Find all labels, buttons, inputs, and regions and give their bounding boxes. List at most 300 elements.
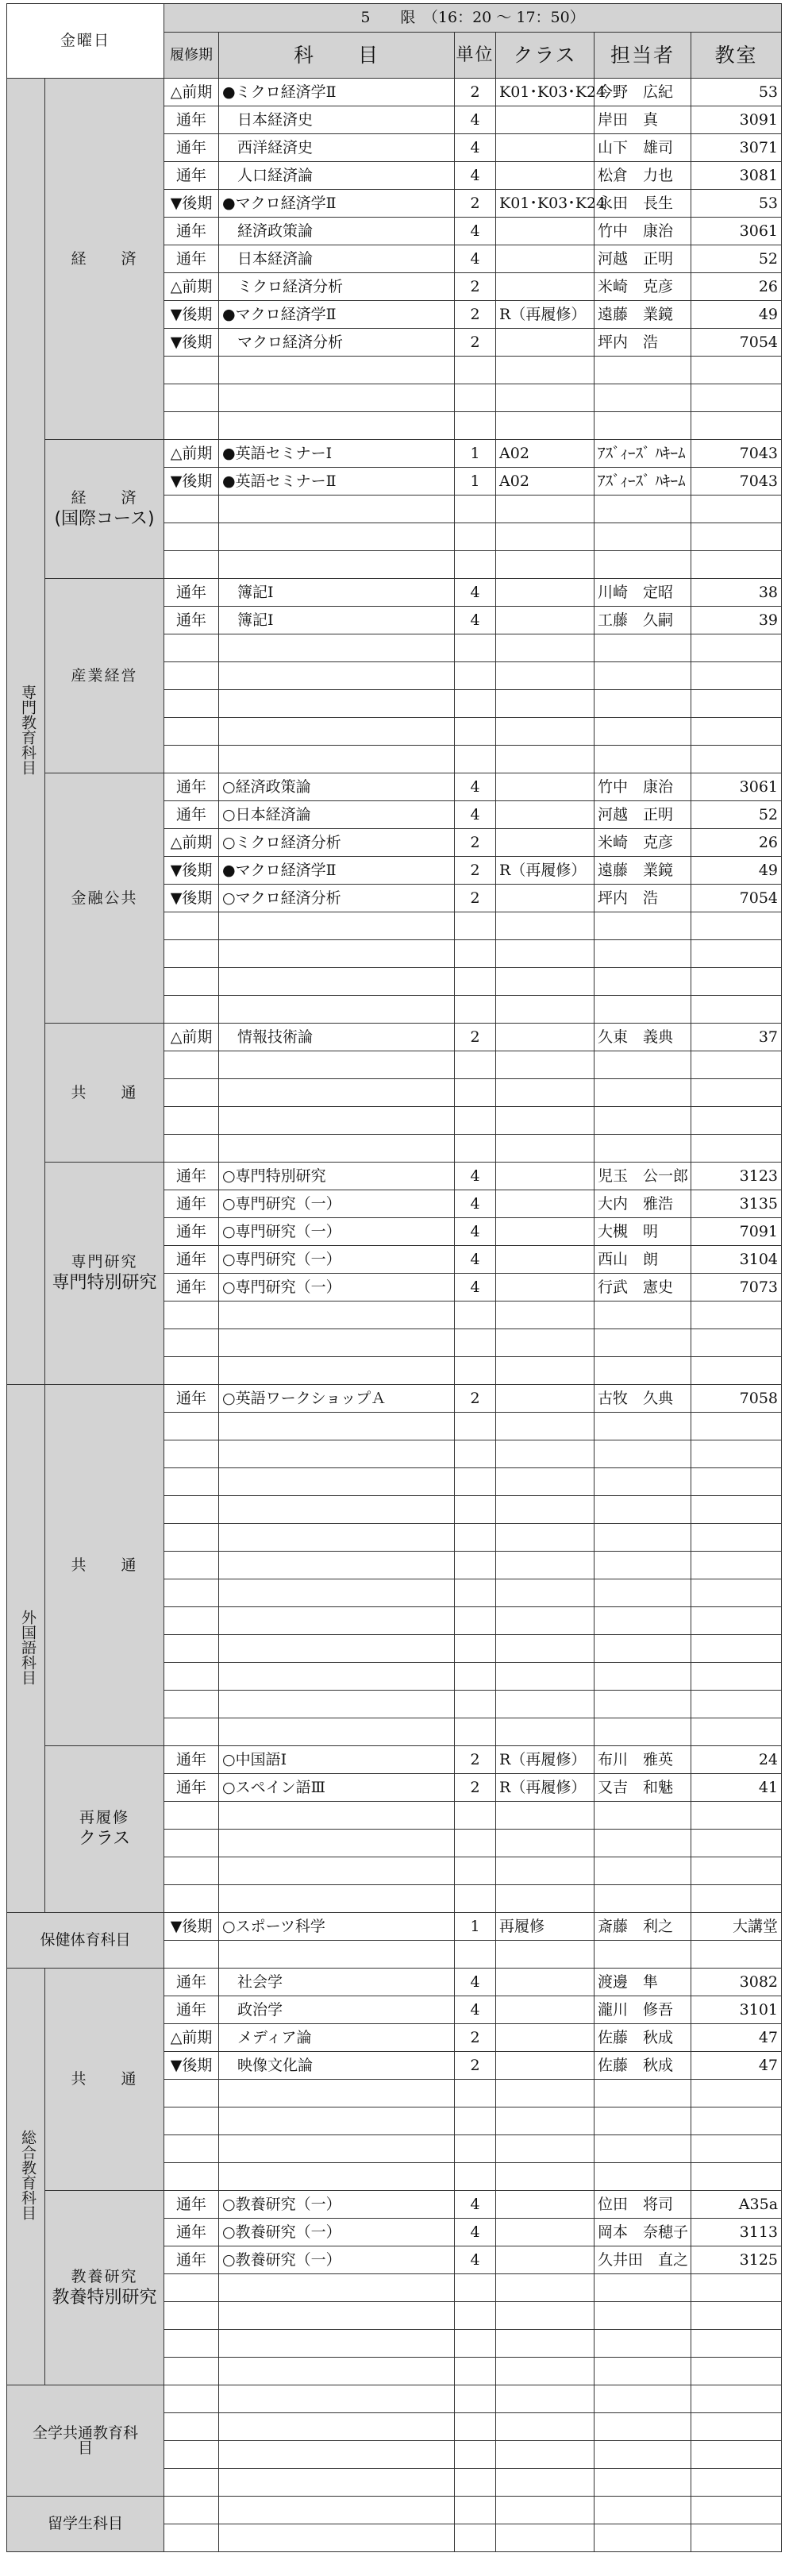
room-cell xyxy=(691,2163,782,2191)
class-cell: K01･K03･K24 xyxy=(496,190,595,218)
teacher-cell: 川崎 定昭 xyxy=(595,579,691,607)
credit-cell xyxy=(455,496,496,523)
group-cell xyxy=(45,1163,164,1385)
teacher-cell: 又吉 和魅 xyxy=(595,1774,691,1802)
credit-cell: 2 xyxy=(455,2024,496,2052)
class-cell xyxy=(496,718,595,746)
table-row xyxy=(7,1969,782,1996)
class-cell xyxy=(496,2358,595,2385)
room-cell: 47 xyxy=(691,2024,782,2052)
table-row xyxy=(7,1913,782,1941)
class-cell xyxy=(496,2246,595,2274)
credit-cell: 2 xyxy=(455,1774,496,1802)
term-cell xyxy=(164,2441,219,2469)
subject-cell xyxy=(219,634,455,662)
room-cell xyxy=(691,2080,782,2107)
group-label: 産業経営 xyxy=(71,666,138,684)
teacher-cell: 布川 雅英 xyxy=(595,1746,691,1774)
room-cell: 3061 xyxy=(691,773,782,801)
room-cell xyxy=(691,412,782,440)
teacher-cell xyxy=(595,1718,691,1746)
teacher-cell xyxy=(595,968,691,996)
subject-cell: ○教養研究（一） xyxy=(219,2246,455,2274)
class-cell xyxy=(496,2191,595,2219)
credit-cell: 4 xyxy=(455,773,496,801)
teacher-cell xyxy=(595,1107,691,1135)
blank-row xyxy=(7,2497,782,2524)
room-cell xyxy=(691,1607,782,1635)
class-cell xyxy=(496,1996,595,2024)
class-cell: R（再履修） xyxy=(496,301,595,329)
class-cell xyxy=(496,412,595,440)
category-label: 留学生科目 xyxy=(48,2515,124,2532)
credit-cell: 1 xyxy=(455,440,496,468)
room-cell xyxy=(691,496,782,523)
teacher-cell: 久東 義典 xyxy=(595,1024,691,1051)
room-cell: 3123 xyxy=(691,1163,782,1190)
subject-cell xyxy=(219,1663,455,1691)
subject-cell xyxy=(219,551,455,579)
subject-cell: ○専門特別研究 xyxy=(219,1163,455,1190)
category-label: 全学共通教育科目 xyxy=(32,2424,138,2457)
credit-cell xyxy=(455,1329,496,1357)
room-cell xyxy=(691,1107,782,1135)
credit-cell xyxy=(455,2469,496,2497)
room-cell xyxy=(691,996,782,1024)
subject-cell xyxy=(219,496,455,523)
class-cell xyxy=(496,940,595,968)
teacher-cell xyxy=(595,634,691,662)
teacher-cell xyxy=(595,384,691,412)
term-cell xyxy=(164,1079,219,1107)
group-label: 共 通 xyxy=(71,1083,138,1101)
credit-cell: 4 xyxy=(455,1969,496,1996)
subject-cell xyxy=(219,2135,455,2163)
term-cell: 通年 xyxy=(164,218,219,245)
teacher-cell xyxy=(595,912,691,940)
term-cell xyxy=(164,2524,219,2552)
credit-cell xyxy=(455,2302,496,2330)
credit-cell: 2 xyxy=(455,2052,496,2080)
credit-cell xyxy=(455,1663,496,1691)
credit-cell xyxy=(455,412,496,440)
class-cell xyxy=(496,801,595,829)
room-cell: 49 xyxy=(691,857,782,885)
term-cell: ▼後期 xyxy=(164,468,219,496)
subject-cell: 西洋経済史 xyxy=(219,134,455,162)
room-cell xyxy=(691,1579,782,1607)
subject-cell xyxy=(219,1691,455,1718)
credit-cell xyxy=(455,2441,496,2469)
credit-cell xyxy=(455,2413,496,2441)
timetable xyxy=(6,3,782,2552)
table-row xyxy=(7,1024,782,1051)
credit-cell xyxy=(455,1885,496,1913)
credit-cell xyxy=(455,1552,496,1579)
class-cell xyxy=(496,2052,595,2080)
subject-cell xyxy=(219,1440,455,1468)
group-sublabel: クラス xyxy=(78,1829,131,1849)
term-cell: 通年 xyxy=(164,245,219,273)
col-teacher: 担当者 xyxy=(595,33,691,79)
credit-cell xyxy=(455,996,496,1024)
subject-cell: ○経済政策論 xyxy=(219,773,455,801)
subject-cell: ●英語セミナーⅡ xyxy=(219,468,455,496)
class-cell xyxy=(496,2497,595,2524)
term-cell: 通年 xyxy=(164,801,219,829)
credit-cell xyxy=(455,523,496,551)
credit-cell xyxy=(455,1468,496,1496)
class-cell xyxy=(496,496,595,523)
credit-cell xyxy=(455,1051,496,1079)
credit-cell: 4 xyxy=(455,245,496,273)
teacher-cell xyxy=(595,1857,691,1885)
class-cell xyxy=(496,2330,595,2358)
credit-cell xyxy=(455,968,496,996)
term-cell xyxy=(164,551,219,579)
subject-cell xyxy=(219,690,455,718)
subject-cell xyxy=(219,912,455,940)
teacher-cell xyxy=(595,1830,691,1857)
col-subject: 科 目 xyxy=(219,33,455,79)
credit-cell xyxy=(455,1301,496,1329)
room-cell xyxy=(691,523,782,551)
term-cell xyxy=(164,968,219,996)
room-cell: 24 xyxy=(691,1746,782,1774)
class-cell xyxy=(496,996,595,1024)
subject-cell: ミクロ経済分析 xyxy=(219,273,455,301)
subject-cell xyxy=(219,1524,455,1552)
class-cell xyxy=(496,1246,595,1274)
class-cell xyxy=(496,1941,595,1969)
subject-cell: 情報技術論 xyxy=(219,1024,455,1051)
teacher-cell xyxy=(595,2080,691,2107)
class-cell xyxy=(496,1524,595,1552)
class-cell xyxy=(496,273,595,301)
class-cell xyxy=(496,912,595,940)
term-cell: △前期 xyxy=(164,273,219,301)
category-label: 外国語科目 xyxy=(19,1609,37,1685)
room-cell xyxy=(691,2385,782,2413)
term-cell xyxy=(164,2469,219,2497)
subject-cell: ○ミクロ経済分析 xyxy=(219,829,455,857)
room-cell xyxy=(691,746,782,773)
class-cell xyxy=(496,1163,595,1190)
room-cell: 大講堂 xyxy=(691,1913,782,1941)
credit-cell xyxy=(455,940,496,968)
subject-cell xyxy=(219,2469,455,2497)
credit-cell xyxy=(455,662,496,690)
credit-cell: 4 xyxy=(455,607,496,634)
room-cell: 7043 xyxy=(691,440,782,468)
term-cell: ▼後期 xyxy=(164,857,219,885)
subject-cell xyxy=(219,2274,455,2302)
subject-cell xyxy=(219,1051,455,1079)
term-cell: ▼後期 xyxy=(164,329,219,357)
subject-cell xyxy=(219,2163,455,2191)
teacher-cell xyxy=(595,1524,691,1552)
teacher-cell xyxy=(595,1079,691,1107)
group-sublabel: 教養特別研究 xyxy=(52,2287,157,2308)
subject-cell: ○専門研究（一） xyxy=(219,1190,455,1218)
teacher-cell: 山下 雄司 xyxy=(595,134,691,162)
room-cell xyxy=(691,1051,782,1079)
room-cell: 52 xyxy=(691,801,782,829)
class-cell: A02 xyxy=(496,440,595,468)
subject-cell xyxy=(219,412,455,440)
term-cell xyxy=(164,746,219,773)
subject-cell: ○教養研究（一） xyxy=(219,2191,455,2219)
subject-cell xyxy=(219,1635,455,1663)
subject-cell xyxy=(219,1941,455,1969)
teacher-cell: 河越 正明 xyxy=(595,801,691,829)
room-cell xyxy=(691,551,782,579)
subject-cell xyxy=(219,1607,455,1635)
room-cell xyxy=(691,2497,782,2524)
teacher-cell: ｱｽﾞｨｰｽﾞ ﾊｷｰﾑ xyxy=(595,440,691,468)
term-cell xyxy=(164,1440,219,1468)
teacher-cell xyxy=(595,1691,691,1718)
teacher-cell xyxy=(595,1357,691,1385)
class-cell xyxy=(496,1885,595,1913)
teacher-cell xyxy=(595,690,691,718)
class-cell xyxy=(496,968,595,996)
subject-cell xyxy=(219,662,455,690)
term-cell xyxy=(164,1718,219,1746)
room-cell xyxy=(691,1718,782,1746)
teacher-cell xyxy=(595,1413,691,1440)
term-cell: 通年 xyxy=(164,607,219,634)
room-cell xyxy=(691,1691,782,1718)
subject-cell: ○専門研究（一） xyxy=(219,1246,455,1274)
term-cell xyxy=(164,1051,219,1079)
category-cell xyxy=(7,1913,164,1969)
col-room: 教室 xyxy=(691,33,782,79)
teacher-cell: 河越 正明 xyxy=(595,245,691,273)
term-cell xyxy=(164,1941,219,1969)
credit-cell: 4 xyxy=(455,1246,496,1274)
subject-cell: ○中国語Ⅰ xyxy=(219,1746,455,1774)
teacher-cell xyxy=(595,940,691,968)
class-cell xyxy=(496,1468,595,1496)
room-cell xyxy=(691,2274,782,2302)
day-title: 金曜日 xyxy=(7,4,164,79)
credit-cell: 1 xyxy=(455,1913,496,1941)
room-cell: 53 xyxy=(691,79,782,106)
teacher-cell: 行武 憲史 xyxy=(595,1274,691,1301)
table-row xyxy=(7,773,782,801)
subject-cell xyxy=(219,1413,455,1440)
class-cell xyxy=(496,1051,595,1079)
teacher-cell: 児玉 公一郎 xyxy=(595,1163,691,1190)
class-cell xyxy=(496,1635,595,1663)
term-cell: ▼後期 xyxy=(164,2052,219,2080)
term-cell xyxy=(164,412,219,440)
table-row xyxy=(7,1163,782,1190)
credit-cell: 2 xyxy=(455,273,496,301)
teacher-cell xyxy=(595,1468,691,1496)
subject-cell xyxy=(219,1802,455,1830)
credit-cell: 2 xyxy=(455,1024,496,1051)
class-cell xyxy=(496,634,595,662)
credit-cell: 1 xyxy=(455,468,496,496)
room-cell xyxy=(691,2413,782,2441)
class-cell xyxy=(496,662,595,690)
class-cell xyxy=(496,2441,595,2469)
category-label: 総合教育科目 xyxy=(19,2130,37,2220)
subject-cell xyxy=(219,2385,455,2413)
room-cell xyxy=(691,1857,782,1885)
subject-cell: 人口経済論 xyxy=(219,162,455,190)
credit-cell: 4 xyxy=(455,218,496,245)
subject-cell: ○スポーツ科学 xyxy=(219,1913,455,1941)
credit-cell: 4 xyxy=(455,2191,496,2219)
table-row xyxy=(7,1746,782,1774)
table-row xyxy=(7,440,782,468)
class-cell xyxy=(496,551,595,579)
credit-cell: 2 xyxy=(455,301,496,329)
group-cell xyxy=(45,1024,164,1163)
room-cell: 3071 xyxy=(691,134,782,162)
term-cell: △前期 xyxy=(164,79,219,106)
room-cell: 3135 xyxy=(691,1190,782,1218)
class-cell xyxy=(496,2385,595,2413)
room-cell: 3104 xyxy=(691,1246,782,1274)
room-cell: 47 xyxy=(691,2052,782,2080)
category-cell xyxy=(7,1385,45,1913)
room-cell xyxy=(691,1635,782,1663)
teacher-cell xyxy=(595,523,691,551)
class-cell xyxy=(496,1607,595,1635)
credit-cell xyxy=(455,634,496,662)
teacher-cell xyxy=(595,1579,691,1607)
category-label: 専門教育科目 xyxy=(19,684,37,775)
group-cell xyxy=(45,1746,164,1913)
room-cell xyxy=(691,1079,782,1107)
room-cell: 39 xyxy=(691,607,782,634)
subject-cell: 映像文化論 xyxy=(219,2052,455,2080)
subject-cell xyxy=(219,1857,455,1885)
room-cell xyxy=(691,2441,782,2469)
term-cell xyxy=(164,384,219,412)
teacher-cell: 坪内 浩 xyxy=(595,329,691,357)
subject-cell xyxy=(219,1468,455,1496)
room-cell xyxy=(691,940,782,968)
room-cell: 52 xyxy=(691,245,782,273)
room-cell: 7058 xyxy=(691,1385,782,1413)
credit-cell xyxy=(455,2385,496,2413)
teacher-cell: 遠藤 業鏡 xyxy=(595,857,691,885)
category-cell xyxy=(7,1969,45,2385)
subject-cell: 簿記Ⅰ xyxy=(219,579,455,607)
teacher-cell: 松倉 力也 xyxy=(595,162,691,190)
class-cell xyxy=(496,1413,595,1440)
term-cell: ▼後期 xyxy=(164,1913,219,1941)
credit-cell xyxy=(455,746,496,773)
term-cell: 通年 xyxy=(164,2246,219,2274)
subject-cell xyxy=(219,2080,455,2107)
teacher-cell xyxy=(595,2274,691,2302)
credit-cell: 4 xyxy=(455,1163,496,1190)
subject-cell: ○専門研究（一） xyxy=(219,1218,455,1246)
room-cell: 3113 xyxy=(691,2219,782,2246)
class-cell xyxy=(496,773,595,801)
group-label: 経 済 xyxy=(71,488,138,507)
teacher-cell xyxy=(595,1607,691,1635)
class-cell xyxy=(496,1024,595,1051)
teacher-cell xyxy=(595,1051,691,1079)
table-row xyxy=(7,79,782,106)
term-cell xyxy=(164,523,219,551)
teacher-cell: ｱｽﾞｨｰｽﾞ ﾊｷｰﾑ xyxy=(595,468,691,496)
class-cell xyxy=(496,1190,595,1218)
term-cell: 通年 xyxy=(164,1218,219,1246)
credit-cell xyxy=(455,718,496,746)
teacher-cell: 大槻 明 xyxy=(595,1218,691,1246)
subject-cell xyxy=(219,718,455,746)
credit-cell xyxy=(455,1857,496,1885)
room-cell xyxy=(691,2358,782,2385)
room-cell: 3101 xyxy=(691,1996,782,2024)
subject-cell xyxy=(219,2441,455,2469)
credit-cell xyxy=(455,1691,496,1718)
term-cell xyxy=(164,1663,219,1691)
group-sublabel: 専門特別研究 xyxy=(52,1273,157,1293)
room-cell xyxy=(691,1524,782,1552)
term-cell xyxy=(164,1135,219,1163)
teacher-cell: 久井田 直之 xyxy=(595,2246,691,2274)
room-cell xyxy=(691,1830,782,1857)
credit-cell: 2 xyxy=(455,79,496,106)
credit-cell: 4 xyxy=(455,1218,496,1246)
teacher-cell xyxy=(595,496,691,523)
term-cell xyxy=(164,2163,219,2191)
col-class: クラス xyxy=(496,33,595,79)
subject-cell: ○日本経済論 xyxy=(219,801,455,829)
class-cell xyxy=(496,2024,595,2052)
credit-cell xyxy=(455,2135,496,2163)
teacher-cell: 岸田 真 xyxy=(595,106,691,134)
term-cell xyxy=(164,1607,219,1635)
subject-cell xyxy=(219,1329,455,1357)
teacher-cell: 竹中 康治 xyxy=(595,218,691,245)
term-cell: △前期 xyxy=(164,2024,219,2052)
class-cell xyxy=(496,2163,595,2191)
class-cell xyxy=(496,1691,595,1718)
teacher-cell xyxy=(595,1496,691,1524)
credit-cell xyxy=(455,1357,496,1385)
term-cell xyxy=(164,1830,219,1857)
room-cell: 37 xyxy=(691,1024,782,1051)
teacher-cell xyxy=(595,1635,691,1663)
class-cell xyxy=(496,1218,595,1246)
room-cell xyxy=(691,1413,782,1440)
term-cell xyxy=(164,1496,219,1524)
credit-cell xyxy=(455,2107,496,2135)
teacher-cell xyxy=(595,2330,691,2358)
term-cell xyxy=(164,357,219,384)
room-cell xyxy=(691,968,782,996)
teacher-cell: 斎藤 利之 xyxy=(595,1913,691,1941)
group-cell xyxy=(45,2191,164,2385)
room-cell xyxy=(691,912,782,940)
teacher-cell: 大内 雅浩 xyxy=(595,1190,691,1218)
teacher-cell: 西山 朗 xyxy=(595,1246,691,1274)
credit-cell: 4 xyxy=(455,162,496,190)
class-cell xyxy=(496,2524,595,2552)
credit-cell: 4 xyxy=(455,1274,496,1301)
credit-cell xyxy=(455,1135,496,1163)
